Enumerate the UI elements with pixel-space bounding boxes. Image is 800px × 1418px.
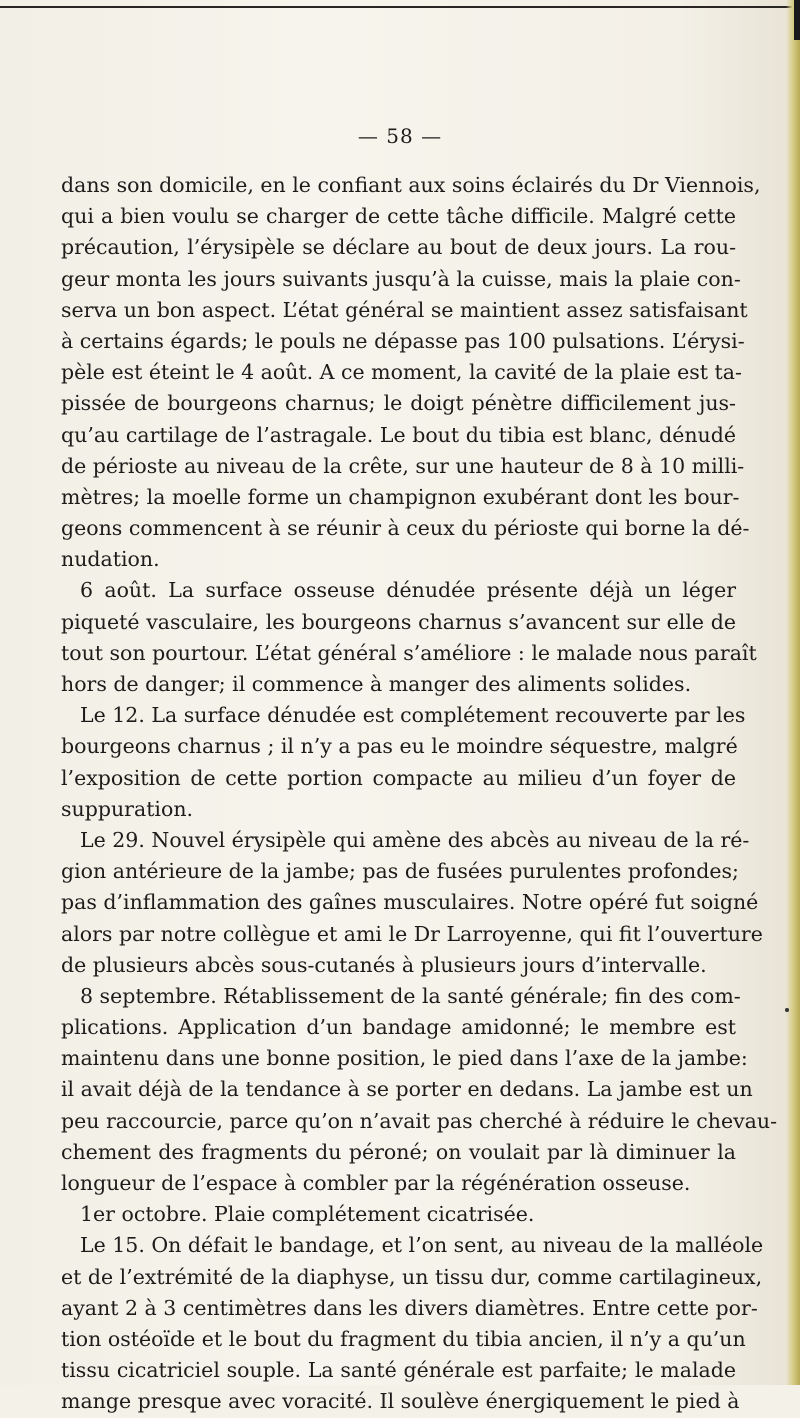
text-line: Le 15. On défait le bandage, et l’on sent, au niveau de la malléole bbox=[80, 1233, 764, 1258]
text-line: pas d’inflammation des gaînes musculaires. Notre opéré fut soigné bbox=[61, 890, 759, 915]
text-line: hors de danger; il commence à manger des aliments solides. bbox=[61, 672, 692, 696]
text-line: plications. Application d’un bandage amidonné; le membre est bbox=[61, 1015, 736, 1040]
text-line: Le 12. La surface dénudée est complétement recouverte par les bbox=[80, 703, 746, 728]
text-line: nudation. bbox=[61, 547, 160, 572]
text-line: peu raccourcie, parce qu’on n’avait pas cherché à réduire le chevau- bbox=[61, 1108, 778, 1133]
text-line: serva un bon aspect. L’état général se maintient assez satisfaisant bbox=[61, 297, 748, 322]
text-line: 8 septembre. Rétablissement de la santé générale; fin des com- bbox=[80, 983, 741, 1008]
text-line: à certains égards; le pouls ne dépasse pas 100 pulsations. L’érysi- bbox=[61, 328, 745, 353]
text-line: gion antérieure de la jambe; pas de fusées purulentes profondes; bbox=[61, 859, 739, 884]
top-rule bbox=[0, 6, 800, 8]
text-line: pissée de bourgeons charnus; le doigt pénètre difficilement jus- bbox=[61, 391, 736, 416]
text-line: il avait déjà de la tendance à se porter en dedans. La jambe est un bbox=[61, 1077, 753, 1102]
text-line: alors par notre collègue et ami le Dr Larroyenne, qui fit l’ouverture bbox=[61, 921, 763, 946]
text-line: précaution, l’érysipèle se déclare au bout de deux jours. La rou- bbox=[61, 235, 736, 260]
text-line: 1er octobre. Plaie complétement cicatrisée. bbox=[80, 1202, 535, 1227]
text-line: geons commencent à se réunir à ceux du périoste qui borne la dé- bbox=[61, 516, 750, 541]
text-line: mètres; la moelle forme un champignon exubérant dont les bour- bbox=[61, 484, 740, 509]
text-line: maintenu dans une bonne position, le pied dans l’axe de la jambe: bbox=[61, 1046, 748, 1071]
page-edge bbox=[786, 0, 800, 1385]
text-line: de plusieurs abcès sous-cutanés à plusieurs jours d’intervalle. bbox=[61, 952, 707, 977]
text-line: chement des fragments du péroné; on voulait par là diminuer la bbox=[61, 1139, 736, 1164]
text-line: pèle est éteint le 4 août. A ce moment, la cavité de la plaie est ta- bbox=[61, 360, 742, 385]
text-line: 6 août. La surface osseuse dénudée présente déjà un léger bbox=[80, 578, 736, 603]
page-number: — 58 — bbox=[357, 124, 443, 148]
text-line: qu’au cartilage de l’astragale. Le bout du tibia est blanc, dénudé bbox=[61, 422, 736, 447]
text-line: geur monta les jours suivants jusqu’à la cuisse, mais la plaie con- bbox=[61, 266, 741, 291]
text-line: Le 29. Nouvel érysipèle qui amène des abcès au niveau de la ré- bbox=[80, 827, 750, 852]
text-line: dans son domicile, en le confiant aux soins éclairés du Dr Viennois, bbox=[61, 173, 761, 197]
text-line: tion ostéoïde et le bout du fragment du tibia ancien, il n’y a qu’un bbox=[61, 1326, 746, 1351]
text-line: suppuration. bbox=[61, 796, 194, 821]
text-line: bourgeons charnus ; il n’y a pas eu le moindre séquestre, malgré bbox=[61, 734, 738, 759]
page-edge-dark bbox=[794, 0, 800, 40]
text-line: longueur de l’espace à combler par la régénération osseuse. bbox=[61, 1171, 691, 1195]
text-line: mange presque avec voracité. Il soulève énergiquement le pied à bbox=[61, 1389, 740, 1414]
text-line: tout son pourtour. L’état général s’améliore : le malade nous paraît bbox=[61, 640, 757, 665]
margin-dot bbox=[785, 1008, 789, 1012]
text-line: qui a bien voulu se charger de cette tâche difficile. Malgré cette bbox=[61, 204, 736, 229]
text-line: piqueté vasculaire, les bourgeons charnus s’avancent sur elle de bbox=[61, 609, 736, 634]
text-line: tissu cicatriciel souple. La santé générale est parfaite; le malade bbox=[61, 1358, 736, 1383]
body-text bbox=[61, 170, 778, 1418]
text-line: de périoste au niveau de la crête, sur une hauteur de 8 à 10 milli- bbox=[61, 453, 745, 478]
text-line: l’exposition de cette portion compacte au milieu d’un foyer de bbox=[61, 765, 736, 790]
text-line: ayant 2 à 3 centimètres dans les divers diamètres. Entre cette por- bbox=[61, 1295, 758, 1320]
text-line: et de l’extrémité de la diaphyse, un tissu dur, comme cartilagineux, bbox=[61, 1264, 763, 1289]
